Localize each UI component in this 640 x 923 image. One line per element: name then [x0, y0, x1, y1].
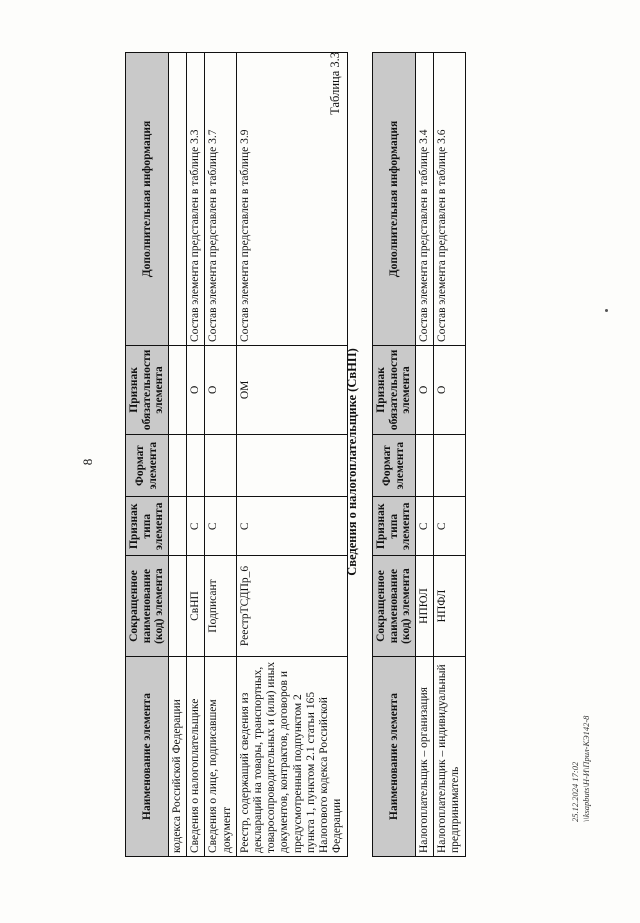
cell-format — [168, 434, 186, 497]
cell-code: НПЮЛ — [415, 555, 433, 656]
cell-code: НПФЛ — [434, 555, 465, 656]
cell-code — [168, 555, 186, 656]
header-short-code: Сокращенное наименование (код) элемента — [126, 555, 169, 656]
cell-required: О — [415, 345, 433, 434]
cell-format — [415, 434, 433, 497]
cell-info — [168, 52, 186, 345]
cell-code: СвНП — [187, 555, 205, 656]
cell-info: Состав элемента представлен в таблице 3.4 — [415, 52, 433, 345]
header-format: Формат элемента — [126, 434, 169, 497]
table-row — [168, 52, 186, 856]
header-required-flag: Признак обязательности элемента — [126, 345, 169, 434]
table-label: Таблица 3.3 — [328, 51, 342, 115]
cell-required: ОМ — [236, 345, 347, 434]
cell-type — [168, 496, 186, 555]
table-row — [205, 52, 236, 856]
cell-required — [168, 345, 186, 434]
table-title: Сведения о налогоплательщике (СвНП) — [345, 347, 359, 576]
elements-table-continued — [125, 52, 348, 857]
header-required-flag: Признак обязательности элемента — [373, 345, 416, 434]
header-additional-info: Дополнительная информация — [373, 52, 416, 345]
taxpayer-info-table — [372, 52, 466, 857]
stamp-date: 25.12.2024 17:02 — [570, 761, 580, 822]
cell-name: Реестр, содержащий сведения из деклараций на товары, транспортных, товаросопроводительных и (или) иных документов, контрактов, договоров и предусмотренный подпунктом 2 пункта 1, пунктом 2.1 статьи 165 Налогового кодекса Российской Федерации — [236, 656, 347, 856]
print-stamp — [570, 715, 591, 821]
cell-type: С — [434, 496, 465, 555]
header-additional-info: Дополнительная информация — [126, 52, 169, 345]
cell-code: РеестрТСДПр_6 — [236, 555, 347, 656]
cell-type: С — [415, 496, 433, 555]
header-element-name: Наименование элемента — [373, 656, 416, 856]
cell-required: О — [187, 345, 205, 434]
header-element-name: Наименование элемента — [126, 656, 169, 856]
table-row — [187, 52, 205, 856]
cell-name: Сведения о лице, подписавшем документ — [205, 656, 236, 856]
table-row — [434, 52, 465, 856]
cell-format — [434, 434, 465, 497]
cell-info: Состав элемента представлен в таблице 3.6 — [434, 52, 465, 345]
cell-name: кодекса Российской Федерации — [168, 656, 186, 856]
header-format: Формат элемента — [373, 434, 416, 497]
cell-type: С — [236, 496, 347, 555]
cell-info: Состав элемента представлен в таблице 3.3 — [187, 52, 205, 345]
header-short-code: Сокращенное наименование (код) элемента — [373, 555, 416, 656]
table-header-row — [126, 52, 169, 856]
scan-speck — [605, 309, 608, 312]
cell-type: С — [187, 496, 205, 555]
cell-format — [236, 434, 347, 497]
stamp-path: \\ksapbuts\Н-И\Прил-КЭ142-8 — [580, 715, 591, 822]
table-header-row — [373, 52, 416, 856]
cell-info: Состав элемента представлен в таблице 3.7 — [205, 52, 236, 345]
cell-name: Налогоплательщик – индивидуальный предприниматель — [434, 656, 465, 856]
cell-name: Сведения о налогоплательщике — [187, 656, 205, 856]
cell-required: О — [434, 345, 465, 434]
cell-required: О — [205, 345, 236, 434]
rotated-content — [10, 22, 630, 902]
cell-format — [205, 434, 236, 497]
page-number: 8 — [80, 458, 95, 465]
header-type-flag: Признак типа элемента — [373, 496, 416, 555]
cell-type: С — [205, 496, 236, 555]
cell-code: Подписант — [205, 555, 236, 656]
header-type-flag: Признак типа элемента — [126, 496, 169, 555]
cell-format — [187, 434, 205, 497]
cell-info: Состав элемента представлен в таблице 3.9 — [236, 52, 347, 345]
table-row — [236, 52, 347, 856]
table-row — [415, 52, 433, 856]
cell-name: Налогоплательщик – организация — [415, 656, 433, 856]
